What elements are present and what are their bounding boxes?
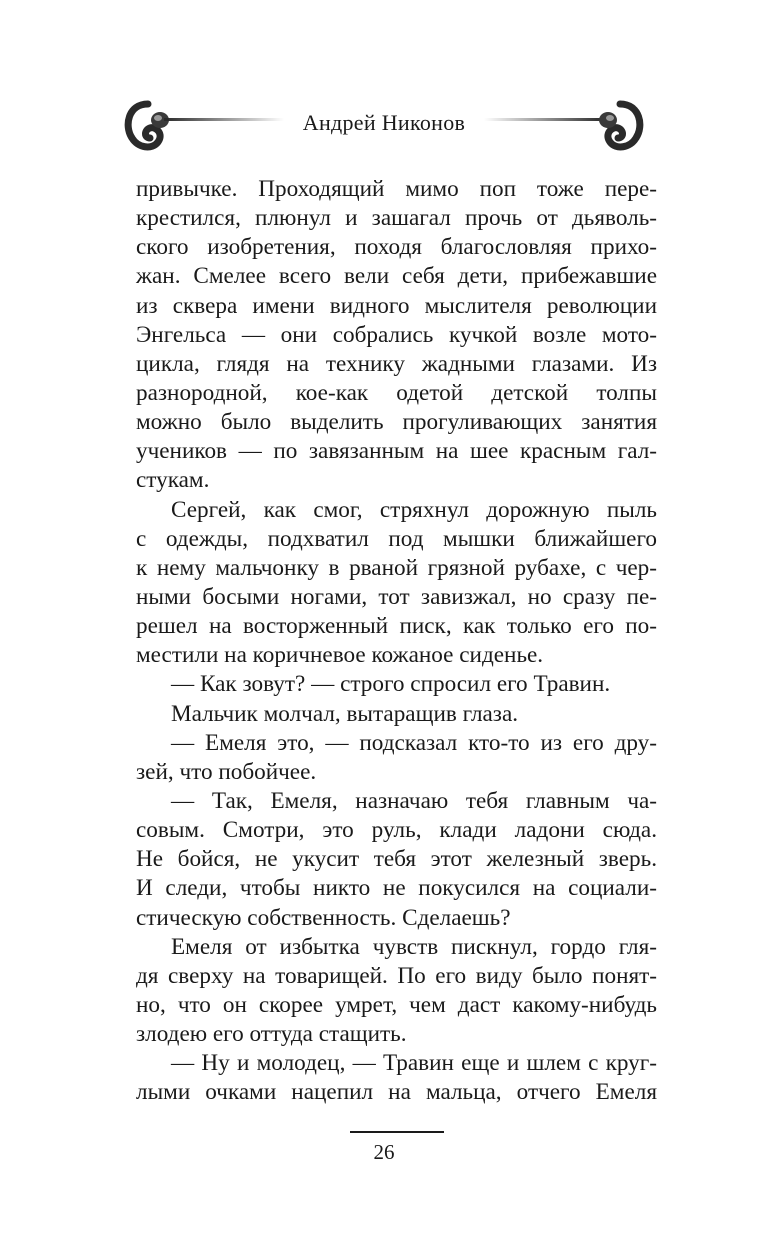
paragraph — [136, 1049, 657, 1107]
text-line: с одежды, подхватил под мышки ближайшего — [136, 525, 657, 552]
text-line: совым. Смотри, это руль, клади ладони сюда. — [136, 817, 657, 844]
paragraph — [136, 933, 657, 1050]
text-line: зей, что побойчее. — [136, 758, 317, 785]
text-line: из сквера имени видного мыслителя революции — [136, 292, 657, 319]
text-line: местили на коричневое кожаное сиденье. — [136, 642, 544, 669]
text-line: Не бойся, не укусит тебя этот железный зверь. — [136, 846, 657, 873]
text-line: решел на восторженный писк, как только его по- — [136, 613, 657, 640]
text-line: но, что он скорее умрет, чем даст какому-нибудь — [136, 991, 657, 1018]
text-line: можно было выделить прогуливающих занятия — [136, 409, 657, 436]
text-line: Сергей, как смог, стряхнул дорожную пыль — [171, 496, 657, 523]
text-line: крестился, плюнул и зашагал прочь от дьяволь- — [136, 205, 657, 232]
text-line: учеников — по завязанным на шее красным гал- — [136, 438, 657, 465]
paragraph — [136, 787, 657, 933]
text-line: лыми очками нацепил на мальца, отчего Емеля — [136, 1079, 657, 1106]
text-line: — Ну и молодец, — Травин еще и шлем с круг- — [171, 1050, 657, 1077]
text-line: Емеля от избытка чувств пискнул, гордо гля- — [171, 933, 657, 960]
text-line: стическую собственность. Сделаешь? — [136, 904, 511, 931]
paragraph — [136, 729, 657, 787]
text-line: Мальчик молчал, вытаращив глаза. — [171, 700, 519, 727]
paragraph — [136, 175, 657, 496]
text-line: Энгельса — они собрались кучкой возле мото- — [136, 321, 657, 348]
page-number: 26 — [373, 1140, 395, 1164]
text-line: к нему мальчонку в рваной грязной рубахе, с чер- — [136, 554, 657, 581]
paragraph — [136, 670, 657, 699]
footer-rule — [350, 1131, 444, 1133]
paragraph — [136, 496, 657, 671]
text-line: — Как зовут? — строго спросил его Травин. — [171, 671, 611, 698]
text-line: разнородной, кое-как одетой детской толпы — [136, 379, 657, 406]
text-line: привычке. Проходящий мимо поп тоже пере- — [136, 176, 657, 202]
text-line: ского изобретения, походя благословляя прихо- — [136, 234, 657, 261]
text-line: — Так, Емеля, назначаю тебя главным ча- — [171, 787, 657, 814]
text-line: жан. Смелее всего вели себя дети, прибежавшие — [136, 263, 657, 290]
text-line: И следи, чтобы никто не покусился на социали- — [136, 875, 657, 902]
running-head-author: Андрей Никонов — [302, 110, 466, 135]
paragraph — [136, 700, 657, 729]
ornament-right-icon — [410, 96, 650, 156]
page-header — [0, 96, 768, 156]
body-text — [136, 175, 657, 1108]
text-line: цикла, глядя на технику жадными глазами. Из — [136, 350, 657, 377]
text-line: злодею его оттуда стащить. — [136, 1021, 407, 1048]
text-line: — Емеля это, — подсказал кто-то из его дру- — [171, 729, 657, 756]
text-line: ными босыми ногами, тот завизжал, но сразу пе- — [136, 583, 657, 610]
text-line: дя сверху на товарищей. По его виду было понят- — [136, 962, 657, 989]
text-line: стукам. — [136, 467, 210, 494]
